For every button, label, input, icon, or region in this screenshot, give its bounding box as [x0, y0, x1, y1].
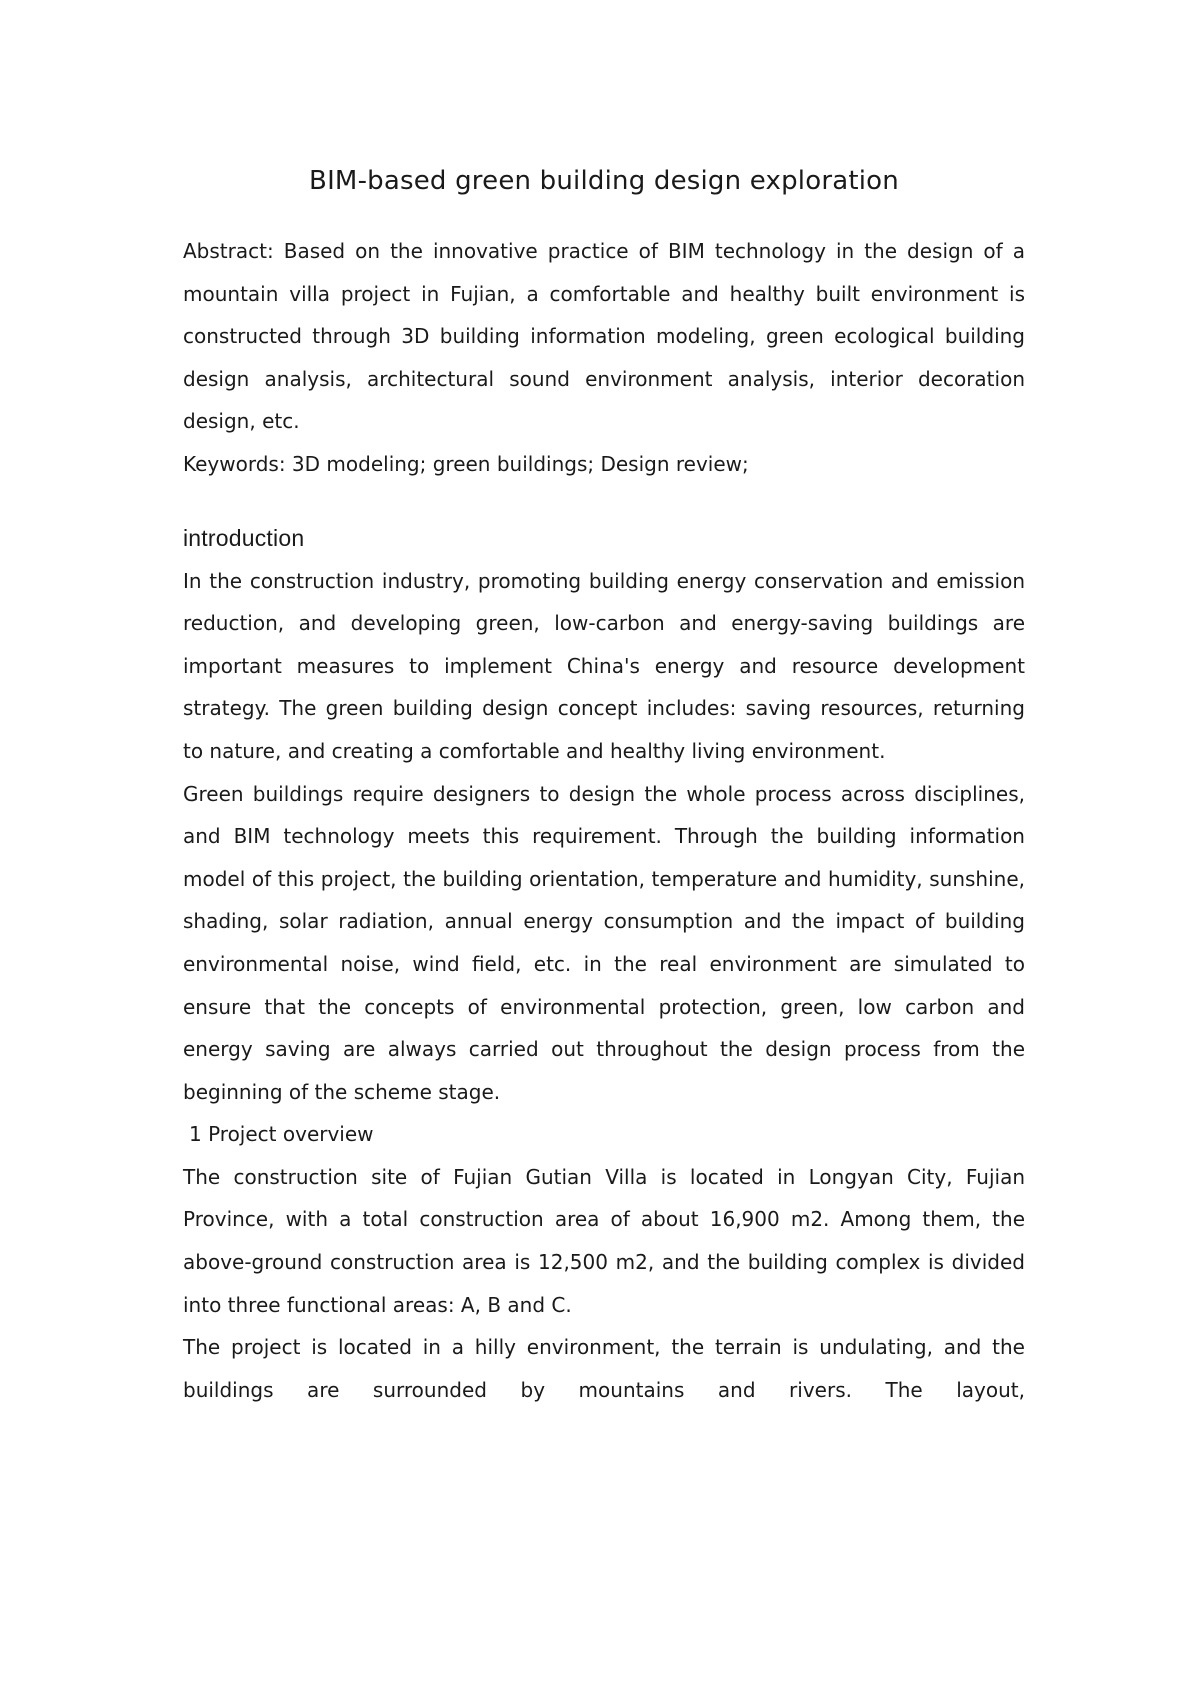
keywords-line: Keywords: 3D modeling; green buildings; Design review;: [183, 451, 749, 476]
spacer: [183, 486, 1025, 516]
section-1-heading: 1 Project overview: [189, 1122, 374, 1147]
introduction-paragraph-2: Green buildings require designers to design the whole process across disciplines, and BIM technology meets this requirement. Through the building information model of this project, the building orientation, temperature and humidity, sunshine, shading, solar radiation, annual energy consumption and the impact of building environmental noise, wind field, etc. in the real environment are simulated to ensure that the concepts of environmental protection, green, low carbon and energy saving are always carried out throughout the design process from the beginning of the scheme stage.: [183, 781, 1025, 1104]
spacer: [183, 212, 1025, 230]
document-title: BIM-based green building design exploration: [309, 166, 899, 196]
section-1-paragraph-1: The construction site of Fujian Gutian Villa is located in Longyan City, Fujian Province, with a total construction area of about 16,900 m2. Among them, the above-ground construction area is 12,500 m2, and the building complex is divided into three functional areas: A, B and C.: [183, 1164, 1025, 1317]
introduction-heading: introduction: [183, 524, 305, 551]
document-page: [183, 150, 1025, 1411]
abstract-paragraph: Abstract: Based on the innovative practice of BIM technology in the design of a mountain villa project in Fujian, a comfortable and healthy built environment is constructed through 3D building information modeling, green ecological building design analysis, architectural sound environment analysis, interior decoration design, etc.: [183, 239, 1025, 434]
section-1-paragraph-2: The project is located in a hilly environment, the terrain is undulating, and the buildings are surrounded by mountains and rivers. The layout,: [183, 1335, 1025, 1402]
introduction-paragraph-1: In the construction industry, promoting building energy conservation and emission reduction, and developing green, low-carbon and energy-saving buildings are important measures to implement China's energy and resource development strategy. The green building design concept includes: saving resources, returning to nature, and creating a comfortable and healthy living environment.: [183, 568, 1025, 763]
